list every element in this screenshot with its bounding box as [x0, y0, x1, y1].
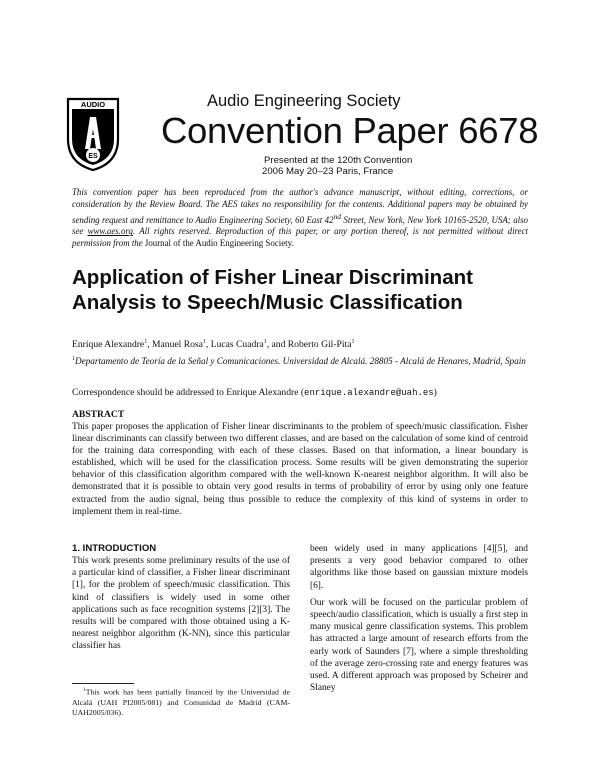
- intro-column-2: [310, 543, 528, 699]
- convention-date-location: 2006 May 20–23 Paris, France: [262, 166, 394, 177]
- presented-at: Presented at the 120th Convention: [264, 155, 413, 166]
- convention-paper-title: Convention Paper 6678: [161, 110, 539, 151]
- footnote: $^1$This work has been partially financed by the Universidad de Alcalá (UAH PI2005/081) and Comunidad de Madrid (CAM-UAH2005/036).: [72, 687, 290, 717]
- email-link[interactable]: enrique.alexandre@uah.es: [304, 388, 434, 398]
- paper-title: Application of Fisher Linear Discriminant Analysis to Speech/Music Classification: [72, 266, 473, 314]
- intro-paragraph: Our work will be focused on the particular problem of speech/audio classification, which is usually a first step in many musical genre classification systems. This problem has attracted a large amount of research efforts from the early work of Saunders [7], where a simple thresholding of the average zero-crossing rate and energy features was used. A different approach was proposed by Scheirer and Slaney: [310, 597, 528, 694]
- author-list: Enrique Alexandre$^1$, Manuel Rosa$^1$, Lucas Cuadra$^1$, and Roberto Gil-Pita$^1$: [72, 339, 355, 351]
- logo-text-es: ES: [88, 153, 98, 160]
- abstract-heading: ABSTRACT: [72, 409, 125, 420]
- aes-website-link[interactable]: www.aes.org: [87, 226, 133, 237]
- introduction-heading: 1. INTRODUCTION: [72, 543, 157, 554]
- intro-column-1: This work presents some preliminary results of the use of a particular kind of classifier, a Fisher linear discriminant [1], for the problem of speech/music classification. This kind of classifiers is widely used in some other applications such as face recognition systems [2][3]. The results will be compared with those obtained using a K-nearest neighbor algorithm (K-NN), since this particular classifier has: [72, 556, 290, 652]
- logo-text-audio: AUDIO: [80, 100, 106, 109]
- correspondence: Correspondence should be addressed to Enrique Alexandre (enrique.alexandre@uah.es): [72, 387, 437, 398]
- affiliation: $^1$Departamento de Teoría de la Señal y Comunicaciones. Universidad de Alcalá. 28805 - Alcalá de Henares, Madrid, Spain: [72, 356, 526, 367]
- society-name: Audio Engineering Society: [207, 92, 401, 110]
- intro-paragraph: been widely used in many applications [4][5], and presents a very good behavior compared to other algorithms like those based on gaussian mixture models [6].: [310, 544, 528, 591]
- abstract-body: This paper proposes the application of Fisher linear discriminants to the problem of speech/music classification. Fisher linear discriminants can classify between two different classes, and are based on the calculation of some kind of centroid for the training data corresponding with each of these classes. Based on that information, a linear boundary is established, which will be used for the classification process. Some results will be given demonstrating the superior behavior of this classification algorithm compared with the well-known K-nearest neighbor algorithm. It will also be demonstrated that it is possible to obtain very good results in terms of probability of error by using only one feature extracted from the audio signal, being thus possible to reduce the complexity of this kind of systems in order to implement them in real-time.: [72, 422, 528, 517]
- aes-logo: [66, 95, 120, 171]
- footnote-rule: [72, 683, 134, 684]
- copyright-notice: This convention paper has been reproduced from the author's advance manuscript, without editing, corrections, or consideration by the Review Board. The AES takes no responsibility for the contents. Additional papers may be obtained by sending request and remittance to Audio Engineering Society, 60 East 42nd Street, New York, New York 10165-2520, USA; also see www.aes.org. All rights reserved. Reproduction of this paper, or any portion thereof, is not permitted without direct permission from the Journal of the Audio Engineering Society.: [72, 187, 529, 249]
